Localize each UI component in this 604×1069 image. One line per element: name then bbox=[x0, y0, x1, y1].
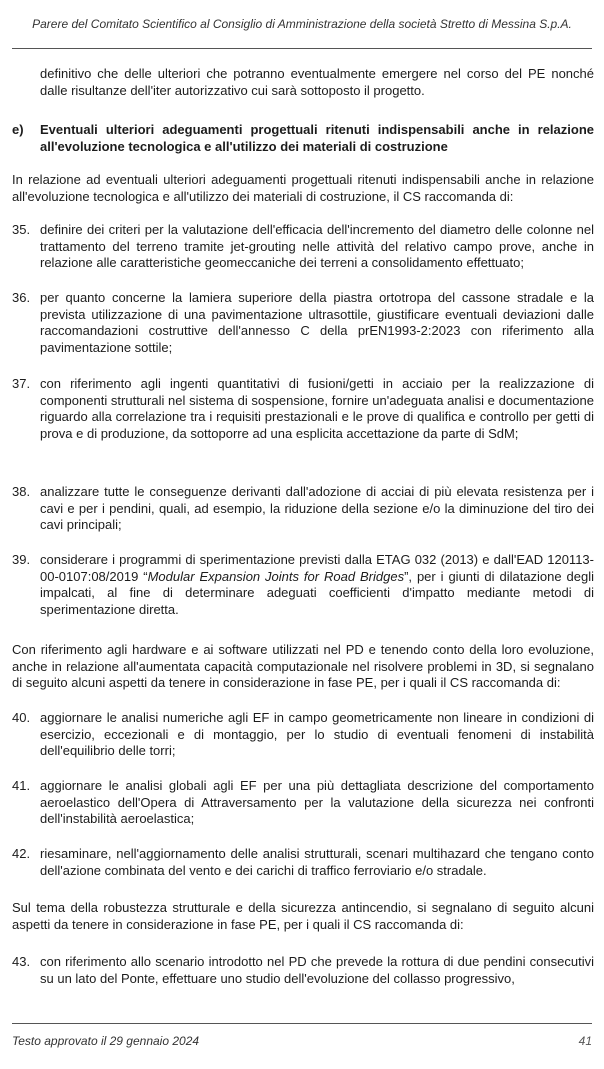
item-text-title: Modular Expansion Joints for Road Bridges bbox=[147, 568, 405, 584]
item-text: con riferimento allo scenario introdotto nel PD che prevede la rottura di due pendini consecutivi su un lato del Ponte, effettuare uno studio dell'evoluzione del collasso progressivo, bbox=[40, 954, 594, 986]
item-text-post: ”, per i giunti di dilatazione degli impalcati, al fine di determinare adeguati coefficienti d'impatto mediante metodi di sperimentazione diretta. bbox=[40, 568, 594, 617]
intro-paragraph-1: In relazione ad eventuali ulteriori adeguamenti progettuali ritenuti indispensabili anche in relazione all'evoluzione tecnologica e all'utilizzo dei materiali di costruzione, il CS raccomanda di: bbox=[12, 172, 594, 204]
item-number: 36. bbox=[12, 290, 31, 305]
section-letter: e) bbox=[12, 122, 24, 137]
approval-date: Testo approvato il 29 gennaio 2024 bbox=[12, 1034, 200, 1048]
item-text: aggiornare le analisi globali agli EF per una più dettagliata descrizione del comportamento aeroelastico dell'Opera di Attraversamento per la valutazione della sicurezza nei confronti dell'instabilità aeroelastica; bbox=[40, 778, 594, 826]
intro-paragraph-2: Con riferimento agli hardware e ai software utilizzati nel PD e tenendo conto della loro evoluzione, anche in relazione all'aumentata capacità computazionale nel risolvere problemi in 3D, si segnalano di seguito alcuni aspetti da tenere in considerazione in fase PE, per i quali il CS raccomanda di: bbox=[12, 642, 594, 690]
item-text: con riferimento agli ingenti quantitativi di fusioni/getti in acciaio per la realizzazione di componenti strutturali nel sistema di sospensione, fornire un'adeguata analisi e documentazione riguardo alla correlazione tra i requisiti prestazionali e le prove di qualifica e controllo per getti di prova e di produzione, da sottoporre ad una esplicita accettazione da parte di SdM; bbox=[40, 376, 594, 441]
item-number: 42. bbox=[12, 846, 31, 861]
item-text: definire dei criteri per la valutazione dell'efficacia dell'incremento del diametro delle colonne nel trattamento del terreno tramite jet-grouting nelle attività del relativo campo prove, anche in relazione alle caratteristiche geomeccaniche dei terreni a consolidamento effettuato; bbox=[40, 222, 594, 270]
item-text bbox=[40, 552, 594, 618]
item-number: 35. bbox=[12, 222, 31, 237]
footer-rule bbox=[12, 1023, 592, 1024]
item-number: 41. bbox=[12, 778, 31, 793]
item-text: analizzare tutte le conseguenze derivanti dall'adozione di acciai di più elevata resistenza per i cavi e per i pendini, quali, ad esempio, la riduzione della sezione e/o la diminuzione del tiro dei cavi principali; bbox=[40, 484, 594, 532]
item-number: 39. bbox=[12, 552, 31, 567]
intro-paragraph-3: Sul tema della robustezza strutturale e della sicurezza antincendio, si segnalano di seguito alcuni aspetti da tenere in considerazione in fase PE, per i quali il CS raccomanda di: bbox=[12, 900, 594, 932]
item-number: 40. bbox=[12, 710, 31, 725]
item-text: per quanto concerne la lamiera superiore della piastra ortotropa del cassone stradale e la prevista utilizzazione di una pavimentazione ultrasottile, giustificare eventuali deviazioni dalle raccomandazioni costruttive dell'annesso C della prEN1993-2:2023 con riferimento alla pavimentazione sottile; bbox=[40, 290, 594, 355]
item-number: 38. bbox=[12, 484, 31, 499]
item-text-pre: considerare i programmi di sperimentazione previsti dalla ETAG 032 (2013) e dall'EAD 120113-00-0107:08/2019 “ bbox=[40, 552, 594, 584]
page-header: Parere del Comitato Scientifico al Consiglio di Amministrazione della società Stretto di Messina S.p.A. bbox=[32, 17, 572, 31]
item-text: aggiornare le analisi numeriche agli EF in campo geometricamente non lineare in condizioni di esercizio, eccezionali e di montaggio, per lo studio di eventuali fenomeni di instabilità dell'equilibrio delle torri; bbox=[40, 710, 594, 758]
item-number: 37. bbox=[12, 376, 31, 391]
item-number: 43. bbox=[12, 954, 31, 969]
item-text: riesaminare, nell'aggiornamento delle analisi strutturali, scenari multihazard che tengano conto dell'azione combinata del vento e dei carichi di traffico ferroviario e/o stradale. bbox=[40, 846, 594, 878]
header-rule bbox=[12, 48, 592, 49]
continuation-paragraph: definitivo che delle ulteriori che potranno eventualmente emergere nel corso del PE nonché dalle risultanze dell'iter autorizzativo cui sarà sottoposto il progetto. bbox=[40, 66, 594, 98]
page-number: 41 bbox=[578, 1034, 592, 1048]
section-title: Eventuali ulteriori adeguamenti progettuali ritenuti indispensabili anche in relazione all'evoluzione tecnologica e all'utilizzo dei materiali di costruzione bbox=[40, 122, 594, 154]
